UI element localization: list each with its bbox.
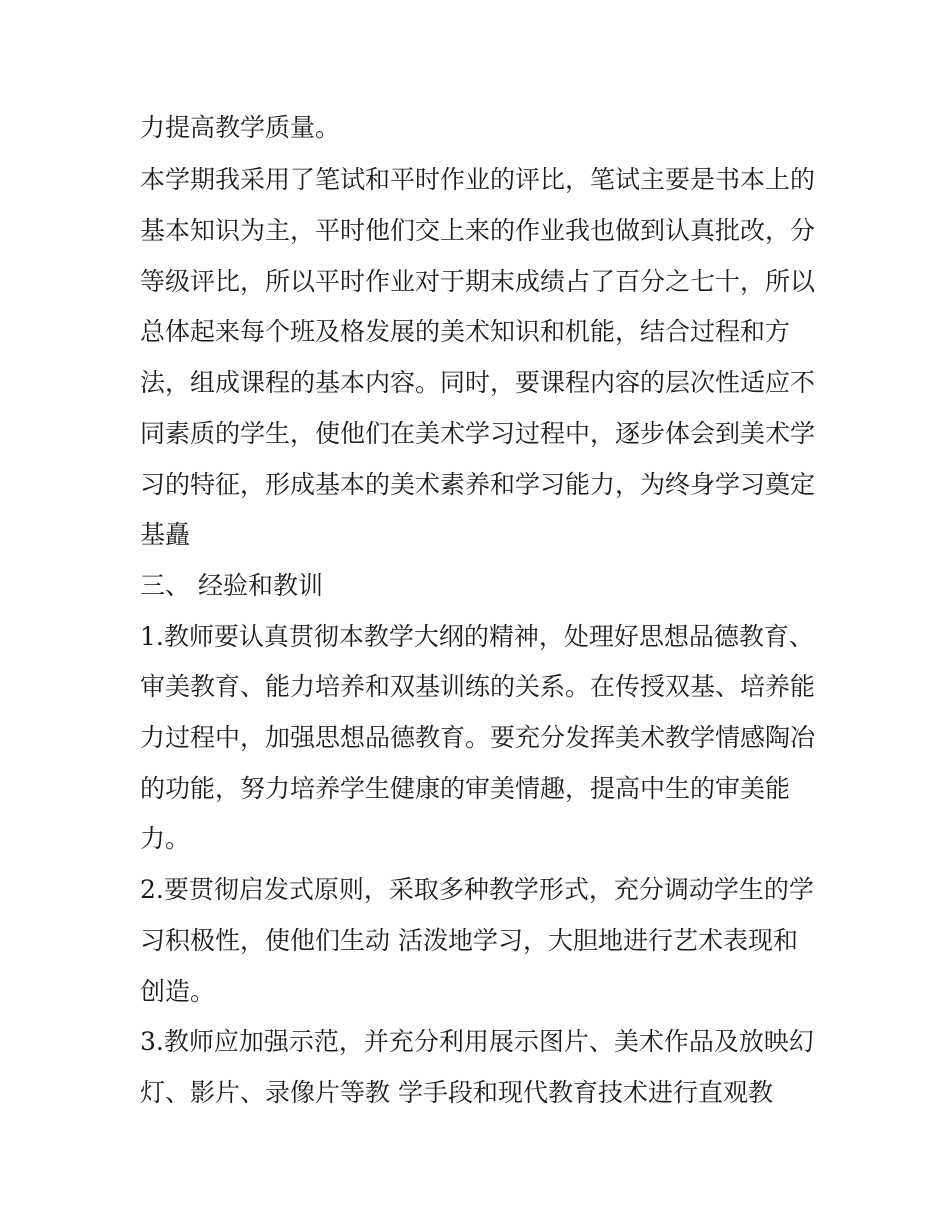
text-line: 2.要贯彻启发式原则，采取多种教学形式，充分调动学生的学	[140, 875, 814, 904]
text-line: 力。	[140, 824, 191, 853]
text-line: 3.教师应加强示范，并充分利用展示图片、美术作品及放映幻	[140, 1027, 814, 1056]
text-line: 本学期我采用了笔试和平时作业的评比，笔试主要是书本上的	[140, 165, 816, 194]
text-line: 创造。	[140, 977, 216, 1006]
text-line: 习的特征，形成基本的美术素养和学习能力，为终身学习奠定	[140, 470, 816, 499]
text-line: 灯、影片、录像片等教 学手段和现代教育技术进行直观教	[140, 1078, 773, 1107]
text-line: 的功能，努力培养学生健康的审美情趣，提高中生的审美能	[140, 774, 791, 803]
text-line: 同素质的学生，使他们在美术学习过程中，逐步体会到美术学	[140, 419, 816, 448]
text-line: 基矗	[140, 520, 191, 549]
text-line: 力提高教学质量。	[140, 113, 341, 142]
text-line: 1.教师要认真贯彻本教学大纲的精神，处理好思想品德教育、	[140, 622, 814, 651]
text-line: 力过程中，加强思想品德教育。要充分发挥美术教学情感陶冶	[140, 723, 816, 752]
text-line: 习积极性，使他们生动 活泼地学习，大胆地进行艺术表现和	[140, 926, 798, 955]
text-line: 法，组成课程的基本内容。同时，要课程内容的层次性适应不	[140, 368, 816, 397]
text-line: 基本知识为主，平时他们交上来的作业我也做到认真批改，分	[140, 216, 816, 245]
text-line: 等级评比，所以平时作业对于期末成绩占了百分之七十，所以	[140, 267, 816, 296]
section-heading: 三、 经验和教训	[140, 571, 323, 600]
text-line: 审美教育、能力培养和双基训练的关系。在传授双基、培养能	[140, 672, 816, 701]
text-line: 总体起来每个班及格发展的美术知识和机能，结合过程和方	[140, 317, 791, 346]
